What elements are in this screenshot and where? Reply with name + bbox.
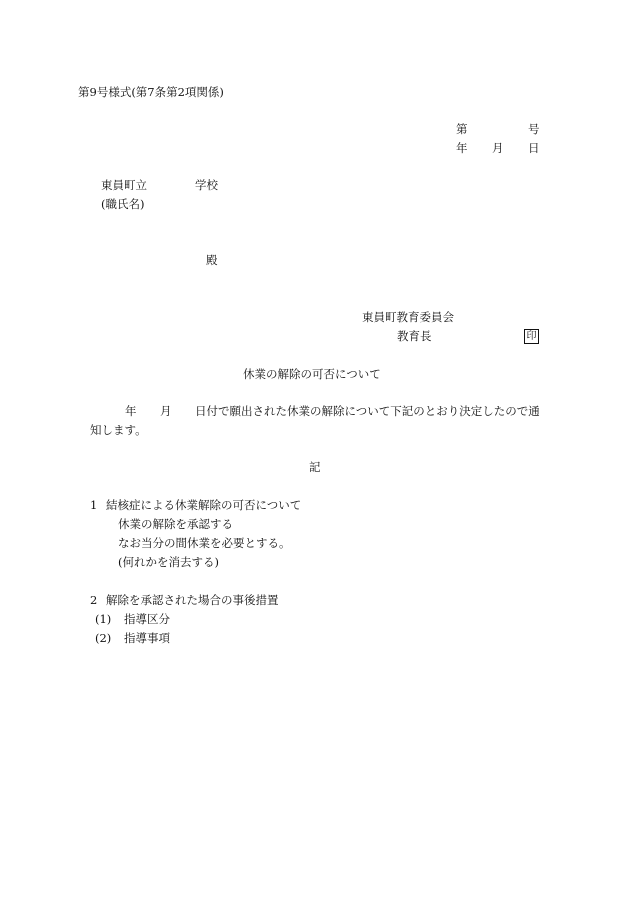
item-1-line-1: 休業の解除を承認する xyxy=(118,517,233,531)
date-year: 年 xyxy=(456,141,468,155)
sender-title: 教育長 xyxy=(397,329,432,343)
item-1-title: 結核症による休業解除の可否について xyxy=(106,498,302,512)
item-2-sub-1-text: 指導区分 xyxy=(124,612,170,626)
sender-org: 東員町教育委員会 xyxy=(362,310,454,324)
position-name: (職氏名) xyxy=(101,197,145,211)
seal-stamp: 印 xyxy=(524,329,539,344)
item-2-sub-1-number: (1) xyxy=(95,612,112,626)
item-1-line-2: なお当分の間休業を必要とする。 xyxy=(118,536,291,550)
school-prefix: 東員町立 xyxy=(101,178,147,192)
item-1-line-3: (何れかを消去する) xyxy=(118,555,219,569)
doc-number-go: 号 xyxy=(528,122,540,136)
form-title: 第9号様式(第7条第2項関係) xyxy=(78,85,224,99)
date-month: 月 xyxy=(492,141,504,155)
date-day: 日 xyxy=(528,141,540,155)
ki-heading: 記 xyxy=(309,460,321,474)
subject: 休業の解除の可否について xyxy=(243,367,381,381)
doc-number-dai: 第 xyxy=(456,122,468,136)
body-month: 月 xyxy=(160,404,172,418)
body-year: 年 xyxy=(125,404,137,418)
item-2-sub-2-number: (2) xyxy=(95,631,112,645)
body-line-1: 日付で願出された休業の解除について下記のとおり決定したので通 xyxy=(195,404,540,418)
school-suffix: 学校 xyxy=(195,178,218,192)
body-line-2: 知します。 xyxy=(90,423,147,437)
item-2-number: 2 xyxy=(90,593,98,607)
item-2-sub-2-text: 指導事項 xyxy=(124,631,170,645)
honorific: 殿 xyxy=(206,253,218,267)
item-2-title: 解除を承認された場合の事後措置 xyxy=(106,593,279,607)
item-1-number: 1 xyxy=(90,498,98,512)
